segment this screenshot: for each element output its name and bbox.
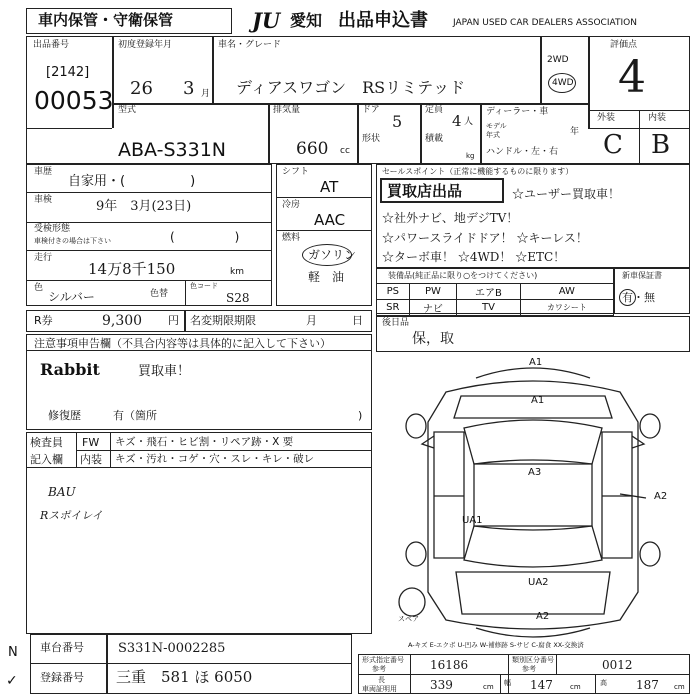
color-code-value: S28 [226, 291, 250, 305]
rabbit-logo: Rabbit [40, 360, 100, 379]
inspector-row1-head: FW [82, 436, 100, 449]
shape-label: 形状 [362, 134, 381, 144]
form-title: 出品申込書 [338, 10, 428, 31]
length-value: 339 [430, 678, 453, 692]
sales-point-4: ☆ターボ車！ ☆4WD！ ☆ETC！ [382, 250, 566, 264]
rating-label: 評価点 [610, 40, 638, 50]
year-unit: 年 [570, 127, 580, 137]
sales-label: セールスポイント（正常に機能するものに限ります） [382, 167, 574, 176]
repair-value: 有（箇所 [113, 409, 157, 422]
model-year-sub: 年式 [486, 131, 500, 139]
class-sub: 参考 [522, 665, 536, 673]
sales-point-3: ☆パワースライドドア！ ☆キーレス！ [382, 231, 588, 245]
recycle-label: R券 [34, 314, 53, 327]
equip-sr: SR [377, 300, 410, 316]
registration-month: 3 [183, 78, 195, 99]
class-value: 0012 [602, 658, 633, 672]
mark-a3: A3 [528, 467, 542, 478]
mark-a2-rear: A2 [536, 611, 550, 622]
handwriting-box [26, 468, 372, 634]
capacity-value: 4 [452, 112, 462, 130]
fuel-label: 燃料 [282, 233, 301, 243]
interior-label: 内装 [648, 113, 667, 123]
length-label: 長 [378, 676, 385, 684]
color-value: シルバー [48, 290, 95, 304]
dealer-label: ディーラー・車 [486, 107, 549, 117]
registration-year: 26 [130, 78, 153, 99]
history-value: 自家用・( ) [68, 174, 196, 189]
equip-navi: ナビ [409, 300, 457, 316]
front-bumper [476, 368, 590, 378]
fuel-value: ガソリン [308, 248, 357, 262]
wheel-rear-right [640, 542, 660, 566]
shift-label: シフト [282, 167, 310, 177]
recycle-unit: 円 [168, 314, 179, 327]
sales-stamp: 買取店出品 [387, 182, 463, 200]
drive-2wd: 2WD [547, 55, 569, 65]
check-tick: ✓ [6, 673, 18, 689]
capacity-label: 定員 [425, 105, 444, 115]
equipment-table [376, 283, 614, 316]
deadline-label: 名変期限期限 [190, 314, 256, 327]
vehicle-name-label: 車名・グレード [218, 40, 282, 50]
model-no-sub: 参考 [372, 665, 386, 673]
history-label: 車歴 [34, 167, 53, 177]
chassis-label: 車台番号 [40, 641, 84, 654]
registration-label: 初度登録年月 [118, 40, 173, 50]
aftersale-label: 後日品 [382, 318, 410, 328]
width-value: 147 [530, 678, 553, 692]
equip-aw: AW [520, 284, 613, 300]
equip-tv: TV [457, 300, 520, 316]
wheel-rear-left [406, 542, 426, 566]
warranty-label: 新車保証書 [622, 271, 662, 280]
hand-note-1: BAU [48, 485, 76, 499]
color-code-label: 色コード [190, 282, 218, 290]
hand-note-2: Rスポイレイ [40, 509, 103, 522]
color-change-label: 色替 [150, 289, 169, 299]
inspector-row2-head: 内装 [80, 453, 102, 466]
exterior-grade: C [603, 130, 623, 160]
capacity-unit: 人 [464, 117, 474, 127]
equip-ps: PS [377, 284, 410, 300]
displacement-value: 660 [296, 139, 329, 159]
mileage-value: 14万8千150 [88, 260, 176, 278]
receive-label: 受検形態 [34, 224, 71, 234]
height-value: 187 [636, 678, 659, 692]
mileage-label: 走行 [34, 253, 53, 263]
chassis-number: S331N-0002285 [118, 641, 226, 656]
width-label: 幅 [504, 679, 511, 687]
displacement-label: 排気量 [273, 105, 301, 115]
recycle-amount: 9,300 [102, 313, 143, 329]
width-unit: cm [570, 683, 581, 691]
drive-4wd: 4WD [552, 78, 574, 88]
mark-a1-front: A1 [529, 357, 543, 368]
mark-ua1: UA1 [462, 515, 483, 526]
deadline-month: 月 [306, 314, 317, 327]
windshield [464, 420, 602, 464]
interior-grade: B [651, 130, 671, 160]
model-label: 型式 [118, 105, 137, 115]
left-doors [434, 432, 464, 558]
notes-label: 注意事項申告欄（不具合内容等は具体的に記入して下さい） [34, 337, 331, 350]
inspector-row1: キズ・飛石・ヒビ割・リペア跡・X 要 [115, 436, 294, 448]
deadline-day: 日 [352, 314, 363, 327]
cooling-value: AAC [314, 211, 346, 229]
repair-paren: ) [358, 409, 363, 422]
equipment-label: 装備品(純正品に限り○をつけてください) [388, 271, 538, 280]
rear-window [464, 526, 602, 567]
rating-score: 4 [618, 52, 646, 103]
ju-logo: JU [252, 8, 281, 33]
height-label: 高 [600, 679, 607, 687]
height-unit: cm [674, 683, 685, 691]
equip-airbag: エアB [457, 284, 520, 300]
sales-point-2: ☆社外ナビ、地デジTV！ [382, 211, 519, 225]
mark-ua2: UA2 [528, 577, 549, 588]
model-code: ABA-S331N [118, 139, 227, 161]
inspector-row2: キズ・汚れ・コゲ・穴・スレ・キレ・破レ [115, 453, 315, 465]
spare-tire [399, 588, 425, 616]
length-sub: 車両証明用 [362, 685, 397, 693]
association-name: JAPAN USED CAR DEALERS ASSOCIATION [453, 18, 637, 28]
spare-label: スペア [398, 615, 419, 623]
class-label: 類別区分番号 [512, 656, 554, 664]
inspector-label-2: 記入欄 [30, 453, 63, 466]
inspection-value: 9年 3月(23日) [96, 199, 192, 214]
handle-label: ハンドル・左・右 [486, 147, 559, 157]
plate-label: 登録番号 [40, 671, 84, 684]
rabbit-text: 買取車！ [138, 364, 191, 379]
damage-legend: A-キズ E-エクボ U-凹み W-補修跡 S-サビ C-腐食 XX-交換済 [408, 641, 584, 649]
registration-month-unit: 月 [201, 89, 211, 99]
model-year-label: モデル [486, 122, 507, 130]
shift-value: AT [320, 178, 339, 196]
color-label: 色 [34, 283, 44, 293]
storage-label: 車内保管・守衛保管 [38, 11, 174, 29]
wheel-front-left [406, 414, 426, 438]
mark-a1-hood: A1 [531, 395, 545, 406]
inspector-label-1: 検査員 [30, 436, 63, 449]
equip-pw: PW [409, 284, 457, 300]
load-label: 積載 [425, 134, 444, 144]
lot-sub-number: [2142] [46, 65, 90, 80]
aftersale-value: 保，取 [412, 331, 454, 347]
warranty-value: 有・無 [622, 291, 655, 304]
vehicle-name: ディアスワゴン RSリミテッド [236, 78, 466, 97]
load-unit: kg [466, 152, 475, 160]
model-no-value: 16186 [430, 658, 469, 672]
doors-label: ドア [362, 105, 380, 115]
cooling-label: 冷房 [282, 200, 301, 210]
mark-a2-side: A2 [654, 491, 668, 502]
lot-label: 出品番号 [33, 40, 70, 50]
exterior-label: 外装 [597, 113, 616, 123]
displacement-unit: cc [340, 146, 350, 156]
receive-value: ( ) [170, 230, 240, 244]
lot-number: 00053 [34, 86, 114, 115]
fuel-alt: 軽 油 [308, 270, 345, 284]
receive-sub: 車検付きの場合は下さい [34, 237, 111, 245]
sales-point-1: ☆ユーザー買取車！ [512, 187, 621, 201]
plate-number: 三重 581 ほ 6050 [116, 668, 253, 686]
inspection-label: 車検 [34, 195, 53, 205]
equip-leather: カワシート [520, 300, 613, 316]
mileage-unit: km [230, 267, 244, 277]
length-unit: cm [483, 683, 494, 691]
wheel-front-right [640, 414, 660, 438]
repair-label: 修復歴 [48, 409, 81, 422]
doors-value: 5 [392, 112, 403, 131]
org-name: 愛知 [290, 11, 323, 30]
model-no-label: 形式指定番号 [362, 656, 404, 664]
check-mark-n: N [8, 645, 18, 660]
